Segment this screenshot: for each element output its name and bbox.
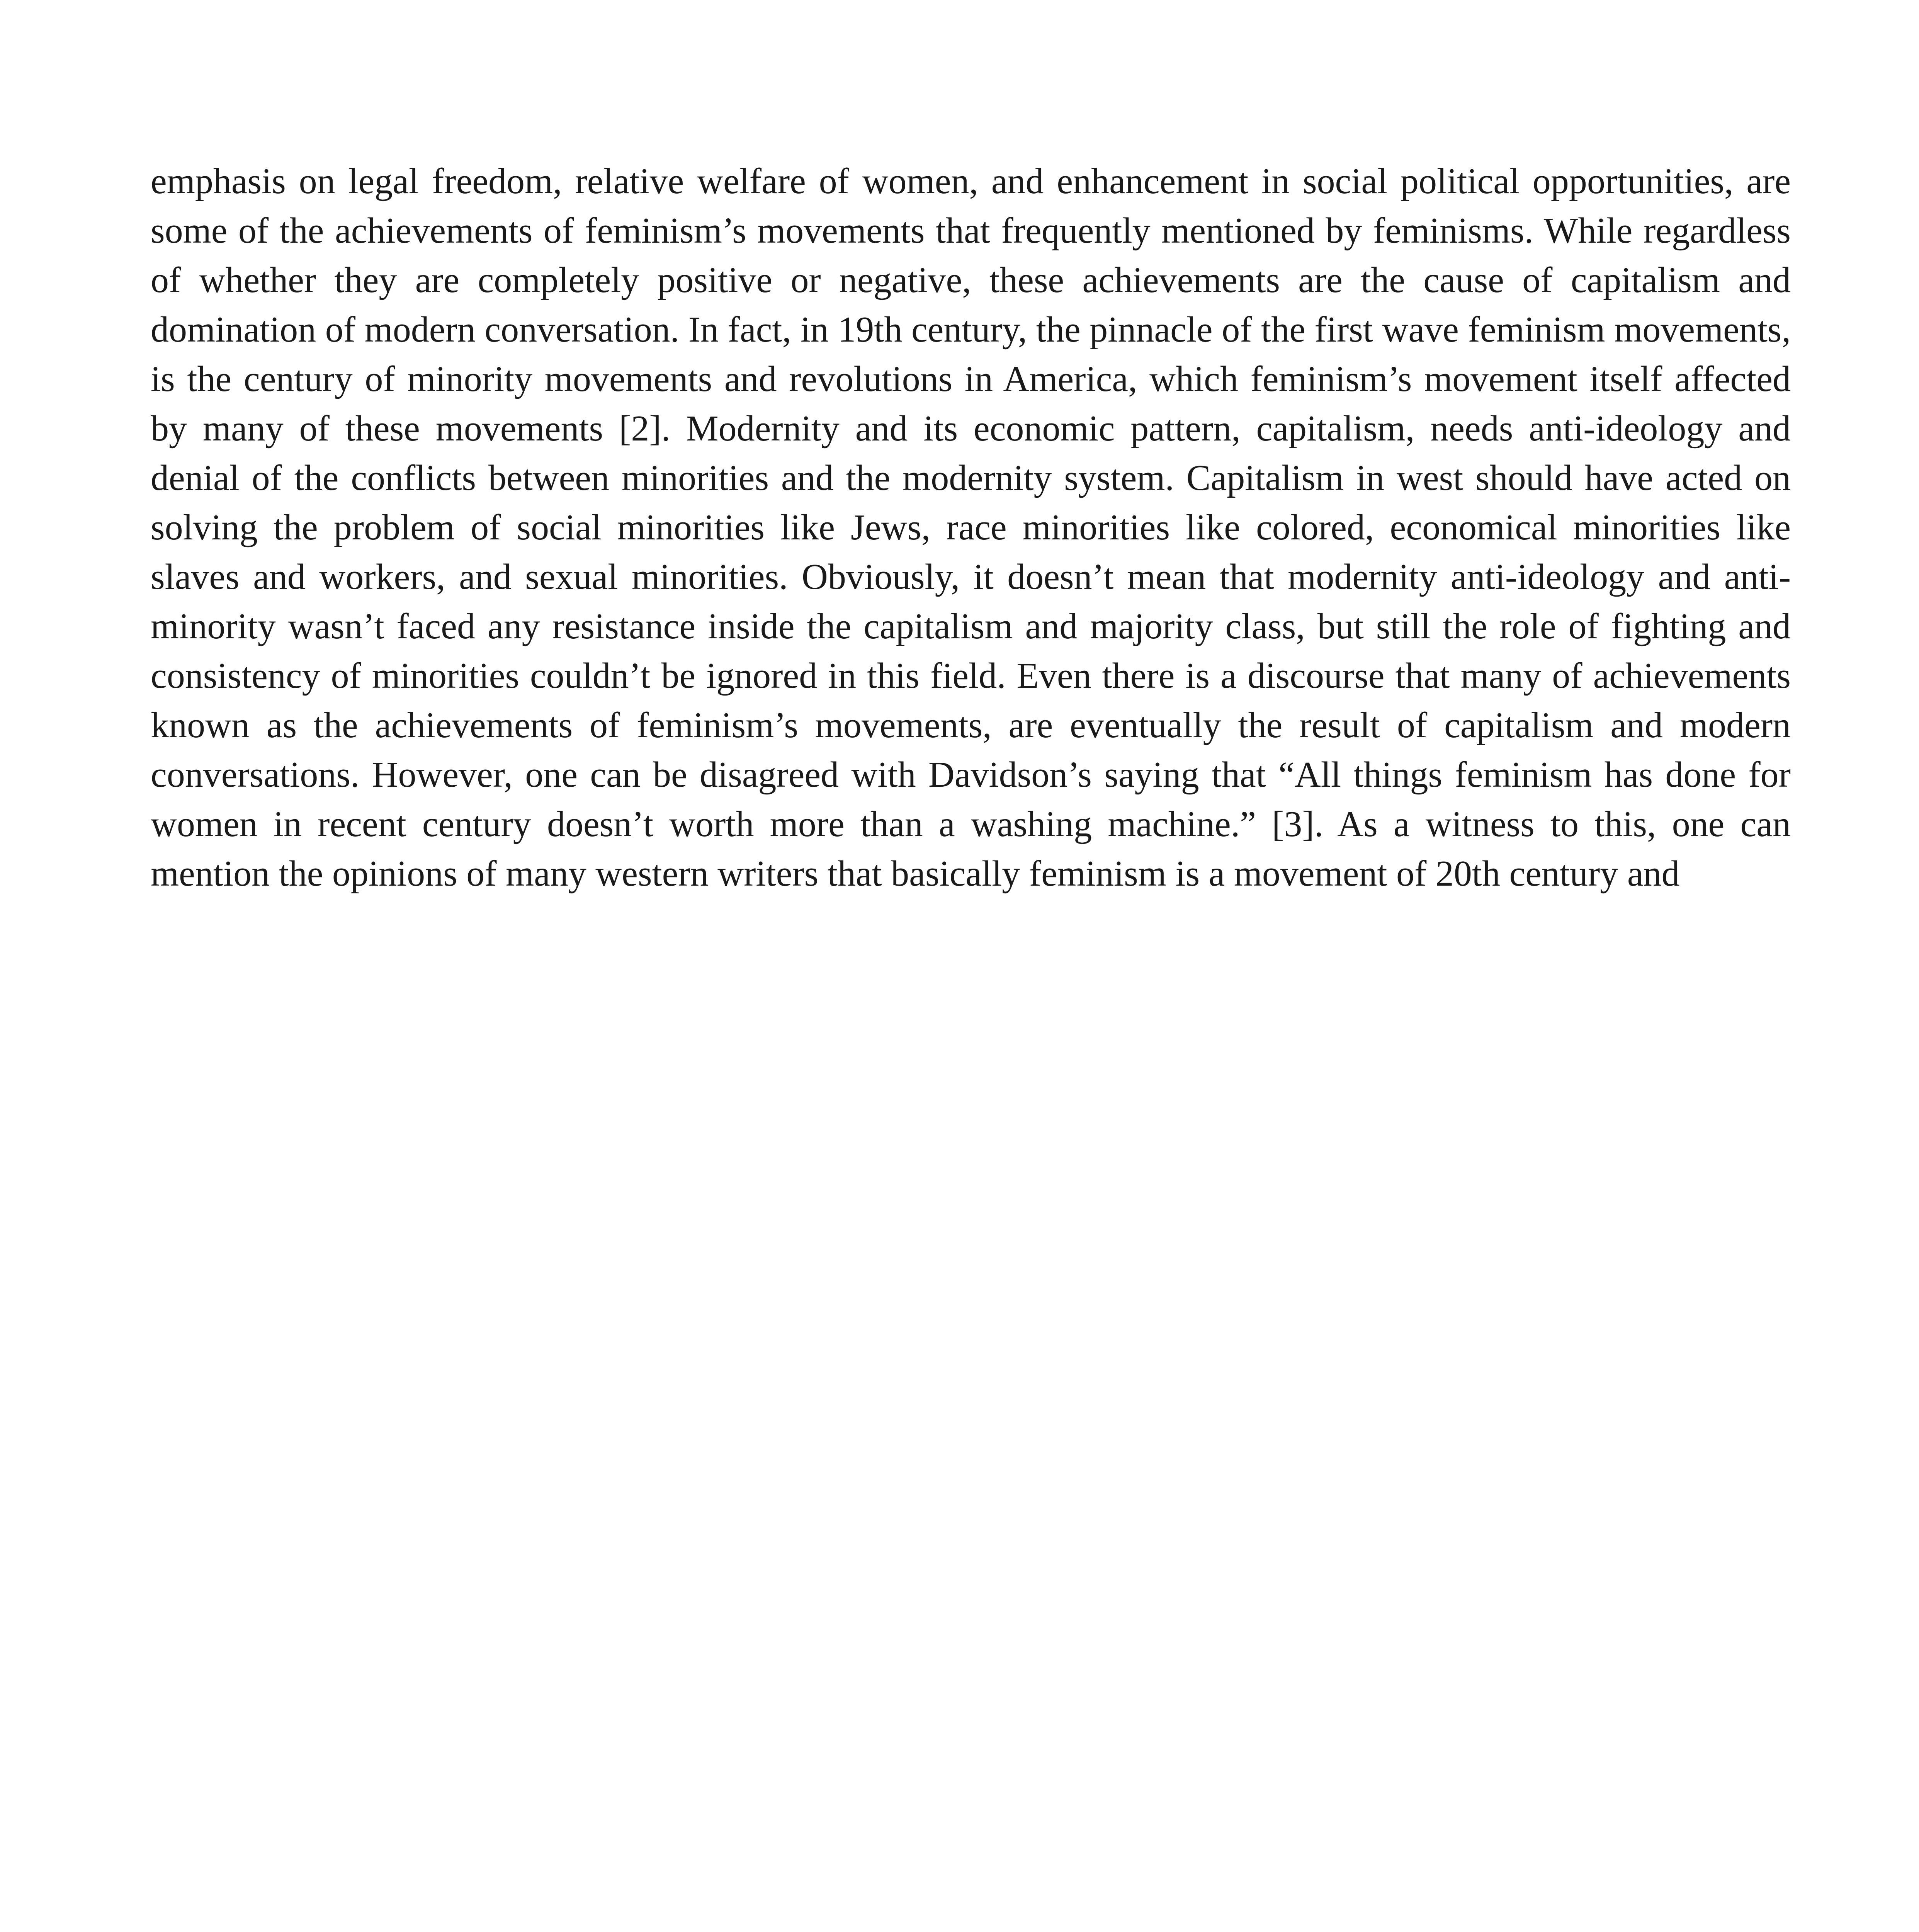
- body-paragraph: emphasis on legal freedom, relative welfare of women, and enhancement in social political opportunities, are some of the achievements of feminism’s movements that frequently mentioned by feminisms. While regardless of whether they are completely positive or negative, these achievements are the cause of capitalism and domination of modern conversation. In fact, in 19th century, the pinnacle of the first wave feminism movements, is the century of minority movements and revolutions in America, which feminism’s movement itself affected by many of these movements [2]. Modernity and its economic pattern, capitalism, needs anti-ideology and denial of the conflicts between minorities and the modernity system. Capitalism in west should have acted on solving the problem of social minorities like Jews, race minorities like colored, economical minorities like slaves and workers, and sexual minorities. Obviously, it doesn’t mean that modernity anti-ideology and anti-minority wasn’t faced any resistance inside the capitalism and majority class, but still the role of fighting and consistency of minorities couldn’t be ignored in this field. Even there is a discourse that many of achievements known as the achievements of feminism’s movements, are eventually the result of capitalism and modern conversations. However, one can be disagreed with Davidson’s saying that “All things feminism has done for women in recent century doesn’t worth more than a washing machine.” [3]. As a witness to this, one can mention the opinions of many western writers that basically feminism is a movement of 20th century and: [151, 161, 1791, 894]
